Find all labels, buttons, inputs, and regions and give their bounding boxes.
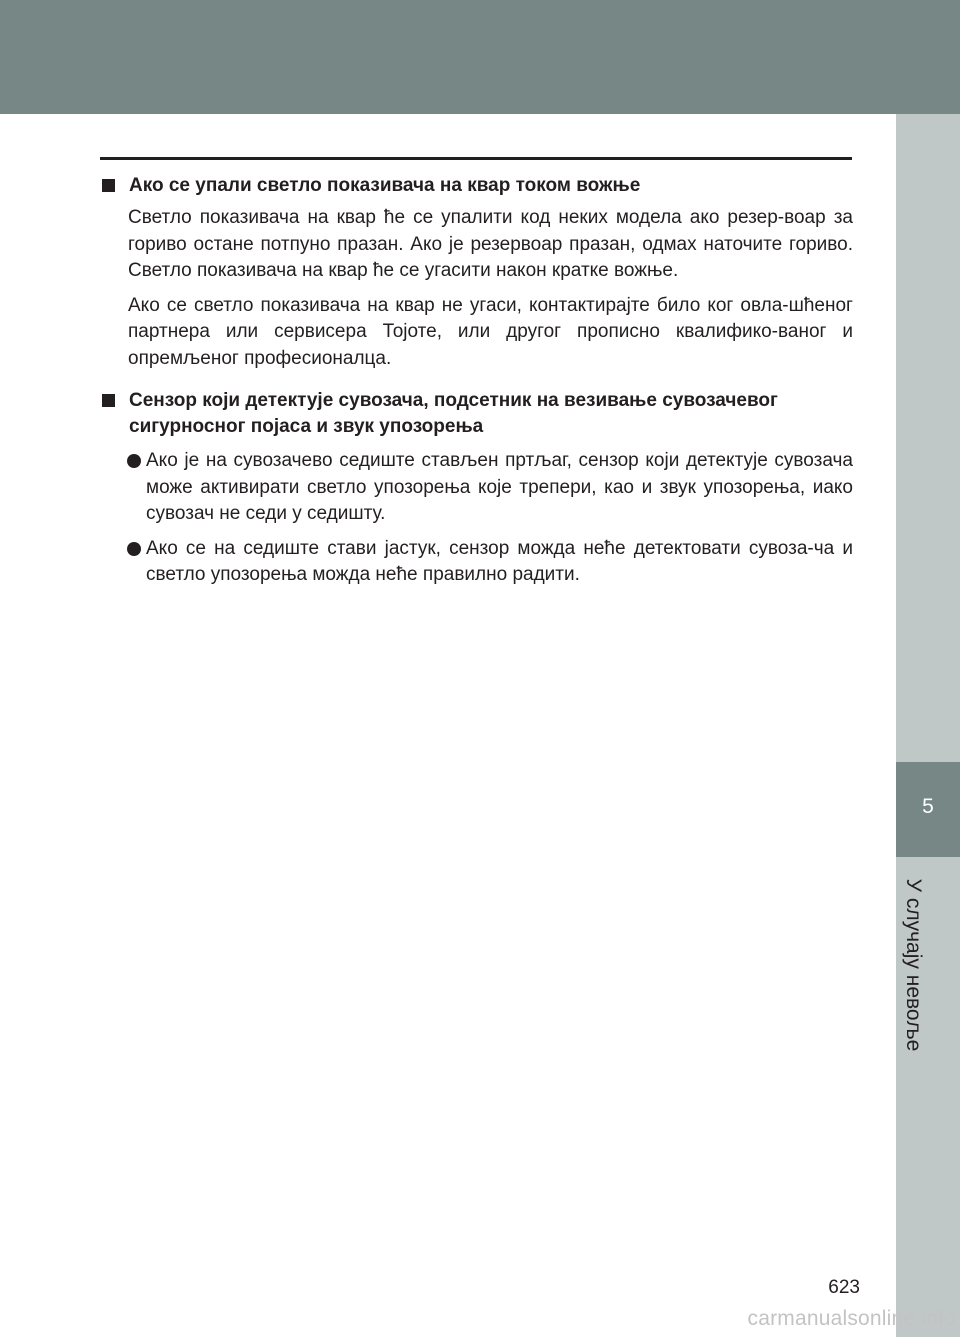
watermark: carmanualsonline.info (747, 1307, 956, 1330)
circle-bullet-icon (127, 454, 141, 468)
page-number: 623 (828, 1277, 860, 1298)
paragraph: Светло показивача на квар ће се упалити код неких модела ако резер-воар за гориво остане потпуно празан. Ако је резервоар празан, одмах наточите гориво. Светло показивача на квар ће се угасити након кратке вожње. (128, 207, 853, 281)
circle-bullet-icon (127, 542, 141, 556)
section-heading (100, 388, 853, 440)
chapter-title: У случају невоље (902, 878, 925, 1052)
section-rule (100, 157, 852, 160)
square-bullet-icon (102, 179, 115, 192)
chapter-side-tab (896, 114, 960, 1337)
chapter-number: 5 (922, 795, 934, 818)
list-item (100, 536, 853, 589)
section-heading-text: Ако се упали светло показивача на квар током вожње (129, 175, 641, 196)
section-heading (100, 173, 853, 199)
page-content (100, 173, 853, 597)
bullet-list (100, 448, 853, 589)
square-bullet-icon (102, 394, 115, 407)
header-band (0, 0, 960, 114)
list-item-text: Ако се на седиште стави јастук, сензор можда неће детектовати сувоза-ча и светло упозорења можда неће правилно радити. (146, 537, 853, 585)
list-item-text: Ако је на сувозачево седиште стављен пртљаг, сензор који детектује сувозача може активирати светло упозорења које трепери, као и звук упозорења, иако сувозач не седи у седишту. (146, 450, 853, 524)
list-item (100, 448, 853, 528)
chapter-title-rotated (898, 855, 928, 1075)
paragraph: Ако се светло показивача на квар не угаси, контактирајте било ког овла-шћеног партнера или сервисера Тојоте, или другог прописно квалифико-ваног и опремљеног професионалца. (128, 294, 853, 369)
section-heading-text: Сензор који детектује сувозача, подсетник на везивање сувозачевог сигурносног појаса и звук упозорења (129, 390, 778, 437)
